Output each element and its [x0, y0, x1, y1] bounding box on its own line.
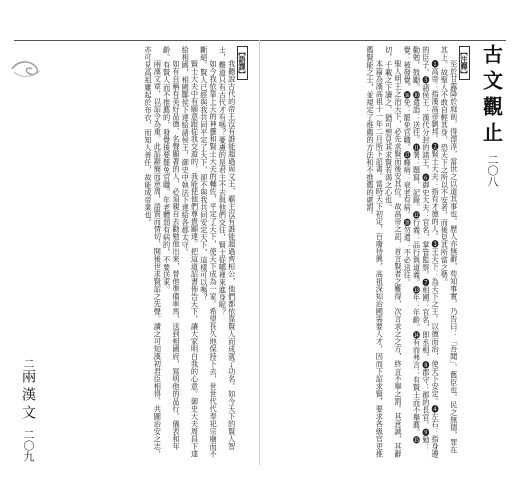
paragraph: 賢士大夫中有願意跟從我交遊的，我能使他們尊貴顯達。把這道詔書佈告天下，讓大家明白我的心意。御史大夫周昌下達給相國，相國酇侯下達給諸侯王，御史中執法下達給各郡太守。	[181, 46, 200, 458]
notes-heading: 【注釋】	[460, 48, 469, 78]
page-number-right: 二〇八	[486, 154, 499, 187]
translation-heading: 【語譯】	[238, 48, 247, 78]
paragraph: 聖人明王之治天下，必先求賢而後安其位。故高帝之詔，首言賢者之難得，次言求之之方，終言不舉之罰。其意誠，其辭切，千載之下讀之，猶可想見其求賢若渴之心也。	[384, 46, 403, 458]
section-number: 二	[22, 358, 35, 369]
paragraph: 至於甘露降於庭前，得澤淳，當世之以道其事也。歷人亦無辭，苟知事實，乃告曰：「吾聞」、舊臣也。民之無德，罪在其上。故聖人不敢自輕其身，恐天下之所以不安者，而後見其所當之勢。	[440, 46, 459, 455]
gutter-divider	[259, 40, 260, 465]
paragraph: 我聽說古代的帝王沒有誰能超過周文王，霸主沒有誰能超過齊桓公，他們都依靠賢人而成就了功名。如今天下的賢人智士，難道只有古代才有嗎？憂慮的是君主不去與他們交往，賢士從哪裡來進身呢？	[218, 46, 237, 451]
section-title: 兩漢文	[20, 369, 36, 423]
paragraph: ❶高帝：指漢高帝劉邦。❷賢士大夫：指有才德的人。❸王天下：為天下之王。以德而治，使天下安定。❹左右：指身邊的臣子。❺諸侯王：漢代分封的諸王。❻御史大夫：官名，掌管監察。❼相國：官名，即丞相。❽郡守：郡的長官。❾勉：勸勉，鼓勵。❿遣詣：送往。⓫署：題寫，記錄。⓬行義：品行與道義。⓭年：年齡。⓮有而弗言：有賢士而不舉薦。⓯覺：被發覺。⓰免：罷免官職。⓱癃病：衰老有病。⓲勿遣：不必送往。	[403, 46, 441, 458]
top-rule	[14, 40, 506, 41]
running-header-right	[478, 44, 506, 464]
ornament-icon	[10, 58, 44, 80]
page-number-left: 二〇九	[22, 429, 35, 462]
running-footer-left	[14, 262, 42, 462]
paragraph: 兩漢文章，以詔令為重。此詔辭簡而意周，語質而情切，開後世求賢詔之先聲。讀之可知漢初君臣相得、共圖治安之志，亦可見高祖雖起於布衣，而知人善任，故能成帝業也。	[144, 46, 163, 458]
paragraph: 如今我依靠上天的神靈和賢士大夫的輔佐，平定了天下，使天下成為一家。希望長久地保持下去，世世代代奉祀宗廟而不斷絕。賢人已經與我共同平定了天下，卻不與我共同安定天下，這樣可以嗎？	[199, 46, 219, 458]
paragraph: 本篇為漢高祖十一年二月所下詔書。當時天下初定，百廢待興，高祖深知治國需要人才，因而下詔求賢，要求各級官吏推薦賢能之士，並規定了推薦的方法和不推薦的處罰。	[366, 46, 385, 458]
book-title: 古文觀止	[479, 44, 504, 148]
right-page-text	[280, 46, 470, 458]
left-page-text	[52, 46, 248, 458]
paragraph: 如有自稱有美好品德、名聲顯著的人，必須親自去勸勉他出來，替他準備車馬，送到相國府，寫明他的品行、儀表和年齡。有賢人而不推薦的，發覺後要罷免官職。年老體弱有病的，不要送來。	[162, 46, 181, 451]
